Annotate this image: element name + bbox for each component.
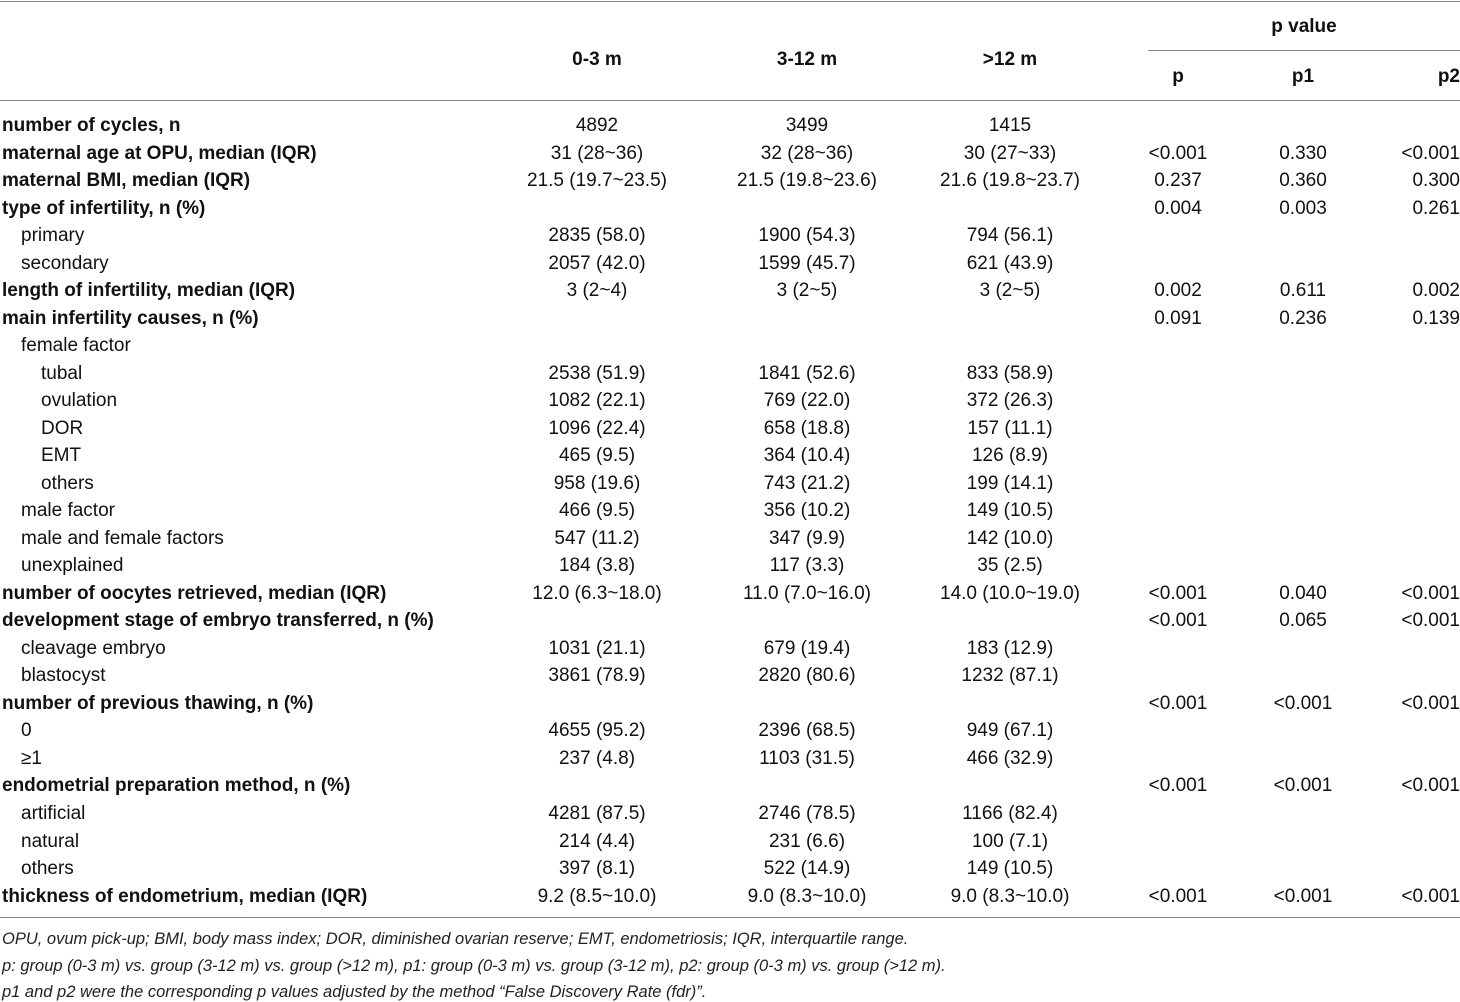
cell-p1: <0.001 [1273, 692, 1333, 714]
cell-over-12m: 949 (67.1) [966, 720, 1054, 742]
cell-p1: 0.330 [1279, 142, 1327, 164]
cell-over-12m: 21.6 (19.8~23.7) [940, 170, 1080, 192]
cell-over-12m: 149 (10.5) [966, 858, 1054, 880]
row-label: primary [21, 225, 85, 247]
cell-3-12m: 364 (10.4) [763, 445, 851, 467]
cell-0-3m: 4281 (87.5) [548, 803, 646, 824]
cell-0-3m: 1082 (22.1) [548, 390, 646, 412]
cell-3-12m: 3 (2~5) [776, 280, 838, 302]
cell-over-12m: 126 (8.9) [971, 445, 1049, 467]
cell-3-12m: 658 (18.8) [763, 417, 851, 439]
row-label: endometrial preparation method, n (%) [2, 775, 351, 797]
header-pvalue: p value [1271, 16, 1337, 37]
cell-over-12m: 3 (2~5) [979, 280, 1041, 302]
row-label: maternal age at OPU, median (IQR) [2, 142, 317, 164]
row-label: type of infertility, n (%) [2, 197, 206, 219]
row-label: unexplained [21, 555, 124, 577]
cell-over-12m: 30 (27~33) [963, 142, 1057, 164]
row-label: ovulation [41, 390, 118, 412]
bottom-rule [0, 917, 1460, 918]
cell-0-3m: 21.5 (19.7~23.5) [527, 170, 667, 192]
row-label: others [41, 472, 94, 494]
cell-p: <0.001 [1148, 142, 1208, 164]
header-rule [0, 100, 1460, 101]
cell-3-12m: 1103 (31.5) [759, 747, 855, 769]
cell-3-12m: 1599 (45.7) [758, 252, 856, 274]
cell-p: <0.001 [1148, 582, 1208, 604]
cell-3-12m: 1841 (52.6) [758, 362, 856, 384]
cell-p2: <0.001 [1401, 692, 1460, 714]
cell-3-12m: 9.0 (8.3~10.0) [747, 885, 867, 907]
cell-over-12m: 466 (32.9) [966, 747, 1054, 769]
row-label: development stage of embryo transferred, n (%) [2, 610, 434, 632]
header-p: p [1172, 66, 1184, 87]
cell-p2: 0.300 [1412, 170, 1460, 192]
cell-3-12m: 32 (28~36) [760, 142, 854, 164]
cell-0-3m: 547 (11.2) [554, 527, 640, 549]
footnote-adjustment: p1 and p2 were the corresponding p values adjusted by the method “False Discovery Rate (fdr)”. [2, 983, 707, 1001]
top-rule [0, 1, 1460, 2]
cell-p2: <0.001 [1401, 775, 1460, 797]
cell-3-12m: 769 (22.0) [763, 390, 851, 412]
cell-0-3m: 958 (19.6) [553, 472, 641, 494]
cell-0-3m: 2057 (42.0) [548, 252, 646, 274]
row-label: male and female factors [21, 527, 224, 549]
cell-p1: 0.065 [1279, 610, 1327, 632]
cell-p2: <0.001 [1401, 142, 1460, 164]
row-label: number of cycles, n [2, 115, 181, 136]
cell-p: 0.091 [1154, 307, 1202, 329]
cell-0-3m: 4892 [575, 115, 619, 136]
cell-p: <0.001 [1148, 610, 1208, 632]
row-label: number of oocytes retrieved, median (IQR) [2, 582, 387, 604]
row-label: maternal BMI, median (IQR) [2, 170, 251, 192]
row-label: male factor [21, 500, 115, 522]
cell-over-12m: 142 (10.0) [966, 527, 1054, 549]
cell-p2: <0.001 [1401, 885, 1460, 907]
cell-3-12m: 3499 [785, 115, 829, 136]
cell-0-3m: 214 (4.4) [558, 830, 636, 852]
cell-over-12m: 621 (43.9) [966, 252, 1054, 274]
row-label: blastocyst [21, 665, 106, 687]
footnote-comparisons: p: group (0-3 m) vs. group (3-12 m) vs. group (>12 m), p1: group (0-3 m) vs. group (3-12 m), p2: group (0-3 m) vs. group (>12 m). [2, 957, 946, 975]
cell-p1: <0.001 [1273, 885, 1333, 907]
cell-0-3m: 3861 (78.9) [548, 665, 646, 687]
row-label: others [21, 858, 74, 880]
pvalue-rule [1148, 50, 1460, 51]
cell-0-3m: 397 (8.1) [558, 858, 636, 880]
cell-over-12m: 35 (2.5) [977, 555, 1043, 577]
cell-0-3m: 12.0 (6.3~18.0) [532, 582, 662, 604]
header-p2: p2 [1437, 66, 1460, 87]
row-label: EMT [41, 445, 82, 467]
row-label: 0 [21, 720, 32, 742]
cell-0-3m: 1096 (22.4) [548, 417, 646, 439]
cell-3-12m: 11.0 (7.0~16.0) [743, 582, 871, 604]
cell-over-12m: 1166 (82.4) [962, 803, 1058, 824]
cell-3-12m: 231 (6.6) [768, 830, 846, 852]
cell-p1: 0.360 [1279, 170, 1327, 192]
header-over-12m: >12 m [982, 49, 1038, 70]
row-label: ≥1 [21, 747, 42, 769]
row-label: DOR [41, 417, 84, 439]
cell-p1: 0.040 [1279, 582, 1327, 604]
cell-p2: 0.139 [1412, 307, 1460, 329]
cell-0-3m: 237 (4.8) [558, 747, 636, 769]
cell-p: <0.001 [1148, 885, 1208, 907]
row-label: secondary [21, 252, 109, 274]
cell-3-12m: 2820 (80.6) [758, 665, 856, 687]
cell-p2: 0.261 [1412, 197, 1460, 219]
cell-3-12m: 356 (10.2) [763, 500, 851, 522]
cell-p: <0.001 [1148, 775, 1208, 797]
row-label: artificial [21, 803, 86, 824]
cell-0-3m: 2538 (51.9) [548, 362, 646, 384]
cell-over-12m: 372 (26.3) [966, 390, 1054, 412]
cell-p1: 0.003 [1279, 197, 1327, 219]
cell-over-12m: 833 (58.9) [966, 362, 1054, 384]
cell-p: 0.004 [1154, 197, 1202, 219]
cell-over-12m: 100 (7.1) [971, 830, 1049, 852]
cell-0-3m: 466 (9.5) [558, 500, 636, 522]
header-p1: p1 [1291, 66, 1315, 87]
cell-3-12m: 21.5 (19.8~23.6) [737, 170, 877, 192]
cell-3-12m: 117 (3.3) [769, 555, 845, 577]
cell-over-12m: 794 (56.1) [966, 225, 1054, 247]
cell-0-3m: 184 (3.8) [558, 555, 636, 577]
cell-0-3m: 3 (2~4) [566, 280, 628, 302]
cell-p2: <0.001 [1401, 582, 1460, 604]
cell-p1: <0.001 [1273, 775, 1333, 797]
cell-p: 0.002 [1154, 280, 1202, 302]
cell-over-12m: 183 (12.9) [966, 637, 1054, 659]
cell-0-3m: 9.2 (8.5~10.0) [537, 885, 657, 907]
cell-3-12m: 2746 (78.5) [758, 803, 856, 824]
cell-3-12m: 2396 (68.5) [758, 720, 856, 742]
cell-0-3m: 465 (9.5) [558, 445, 636, 467]
cell-p1: 0.236 [1279, 307, 1327, 329]
cell-over-12m: 9.0 (8.3~10.0) [950, 885, 1070, 907]
cell-p: 0.237 [1154, 170, 1202, 192]
cell-3-12m: 679 (19.4) [763, 637, 851, 659]
cell-over-12m: 14.0 (10.0~19.0) [940, 582, 1080, 604]
cell-3-12m: 743 (21.2) [763, 472, 851, 494]
cell-p2: 0.002 [1412, 280, 1460, 302]
row-label: length of infertility, median (IQR) [2, 280, 296, 302]
cell-p: <0.001 [1148, 692, 1208, 714]
row-label: female factor [21, 335, 131, 357]
header-0-3m: 0-3 m [572, 49, 622, 70]
cell-over-12m: 199 (14.1) [966, 472, 1054, 494]
row-label: thickness of endometrium, median (IQR) [2, 885, 368, 907]
cell-0-3m: 2835 (58.0) [548, 225, 646, 247]
cell-0-3m: 1031 (21.1) [548, 637, 646, 659]
cell-p2: <0.001 [1401, 610, 1460, 632]
row-label: main infertility causes, n (%) [2, 307, 259, 329]
cell-p1: 0.611 [1279, 280, 1327, 302]
cell-over-12m: 149 (10.5) [966, 500, 1054, 522]
cell-over-12m: 157 (11.1) [967, 417, 1053, 439]
cell-0-3m: 31 (28~36) [550, 142, 644, 164]
cell-over-12m: 1232 (87.1) [961, 665, 1059, 687]
cell-over-12m: 1415 [988, 115, 1032, 136]
row-label: number of previous thawing, n (%) [2, 692, 314, 714]
cell-3-12m: 1900 (54.3) [758, 225, 856, 247]
cell-0-3m: 4655 (95.2) [548, 720, 646, 742]
footnote-abbreviations: OPU, ovum pick-up; BMI, body mass index; DOR, diminished ovarian reserve; EMT, endometriosis; IQR, interquartile range. [2, 930, 909, 948]
row-label: tubal [41, 362, 83, 384]
cell-3-12m: 347 (9.9) [768, 527, 846, 549]
row-label: cleavage embryo [21, 637, 166, 659]
header-3-12m: 3-12 m [776, 49, 838, 70]
cell-3-12m: 522 (14.9) [763, 858, 851, 880]
row-label: natural [21, 830, 80, 852]
